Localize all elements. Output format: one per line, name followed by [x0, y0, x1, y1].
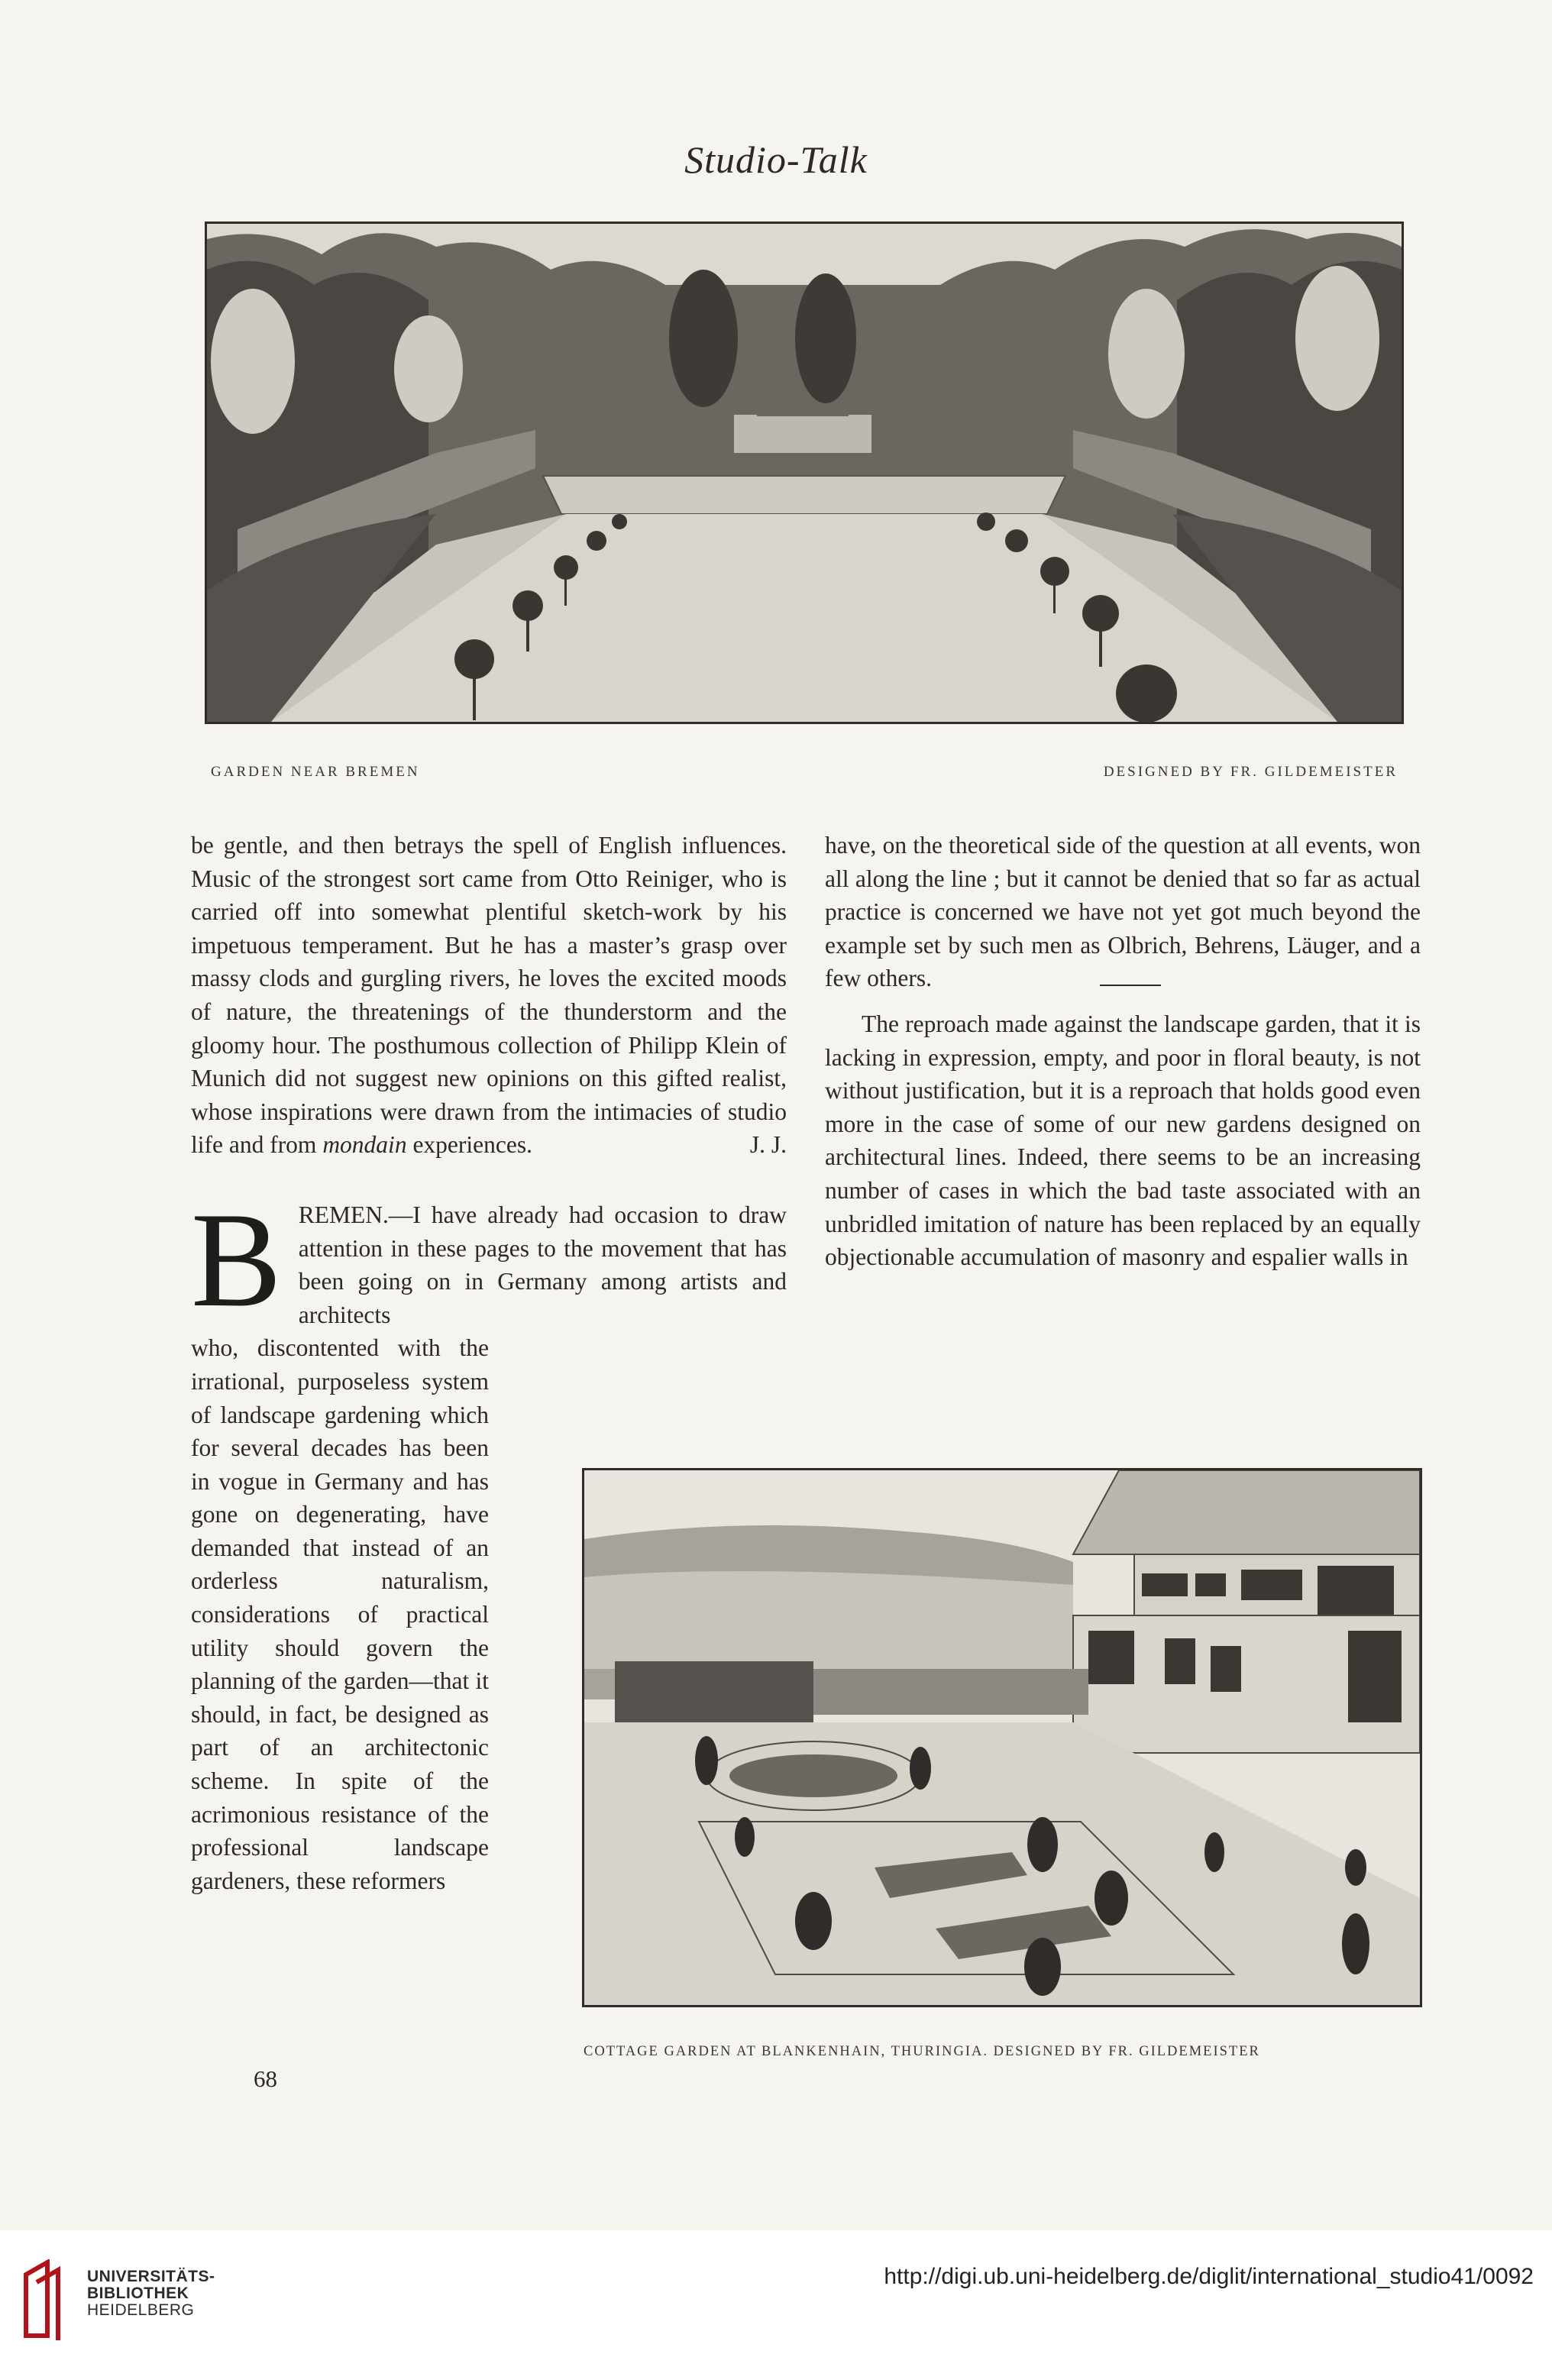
library-logo-icon — [20, 2259, 66, 2343]
right-column — [825, 829, 1421, 1274]
garden-near-bremen-illustration — [205, 222, 1404, 724]
section-rule — [1100, 985, 1161, 986]
paragraph-english-influences: be gentle, and then betrays the spell of English influences. Music of the strongest sort came from Otto Reiniger, who is carried off into somewhat plentiful sketch-work by his impetuous temperament. But he has a master’s grasp over massy clods and gurgling rivers, he loves the excited moods of nature, the threatenings of the thunderstorm and the gloomy hour. The posthumous collection of Philipp Klein of Munich did not suggest new opinions on this gifted realist, whose inspirations were drawn from the intimacies of studio life and from mondain experiences. J. J. — [191, 829, 787, 1162]
paragraph-bremen-continued: who, discontented with the irrational, purposeless system of landscape gardening which for several decades has been in vogue in Germany and has gone on degenerating, have demanded that instead of an orderless naturalism, considerations of practical utility should govern the planning of the garden—that it should, in fact, be designed as part of an architectonic scheme. In spite of the acrimonious resistance of the professional landscape gardeners, these reformers — [191, 1334, 489, 1894]
library-name: UNIVERSITÄTS- BIBLIOTHEK HEIDELBERG — [87, 2268, 215, 2319]
page-number: 68 — [254, 2065, 277, 2092]
plate-1-caption-left: GARDEN NEAR BREMEN — [211, 764, 420, 780]
plate-2-caption: COTTAGE GARDEN AT BLANKENHAIN, THURINGIA. DESIGNED BY FR. GILDEMEISTER — [584, 2044, 1260, 2059]
plate-1-caption-right: DESIGNED BY FR. GILDEMEISTER — [1103, 764, 1398, 780]
paragraph-bremen: BREMEN.—I have already had occasion to draw attention in these pages to the movement that has been going on in Germany among artists and architects — [191, 1183, 787, 1335]
paragraph-theoretical-side: have, on the theoretical side of the question at all events, won all along the line ; but it cannot be denied that so far as actual practice is concerned we have not yet got much beyond the example set by such men as Olbrich, Behrens, Läuger, and a few others. — [825, 832, 1421, 992]
footer-bar — [0, 2230, 1552, 2380]
paragraph-reproach: The reproach made against the landscape garden, that it is lacking in expression, empty, and poor in floral beauty, is not without justification, but it is a reproach that holds good even more in the case of some of our new gardens designed on architectural lines. Indeed, there seems to be an increasing number of cases in which the bad taste associated with an unbridled imitation of nature has been replaced by an equally objectionable accumulation of masonry and espalier walls in — [825, 1010, 1421, 1271]
running-head: Studio-Talk — [684, 138, 868, 181]
author-signature: J. J. — [749, 1131, 787, 1159]
cottage-garden-illustration — [582, 1468, 1422, 2007]
source-url-link[interactable]: http://digi.ub.uni-heidelberg.de/diglit/international_studio41/0092 — [884, 2264, 1534, 2289]
drop-cap: B — [191, 1183, 282, 1335]
